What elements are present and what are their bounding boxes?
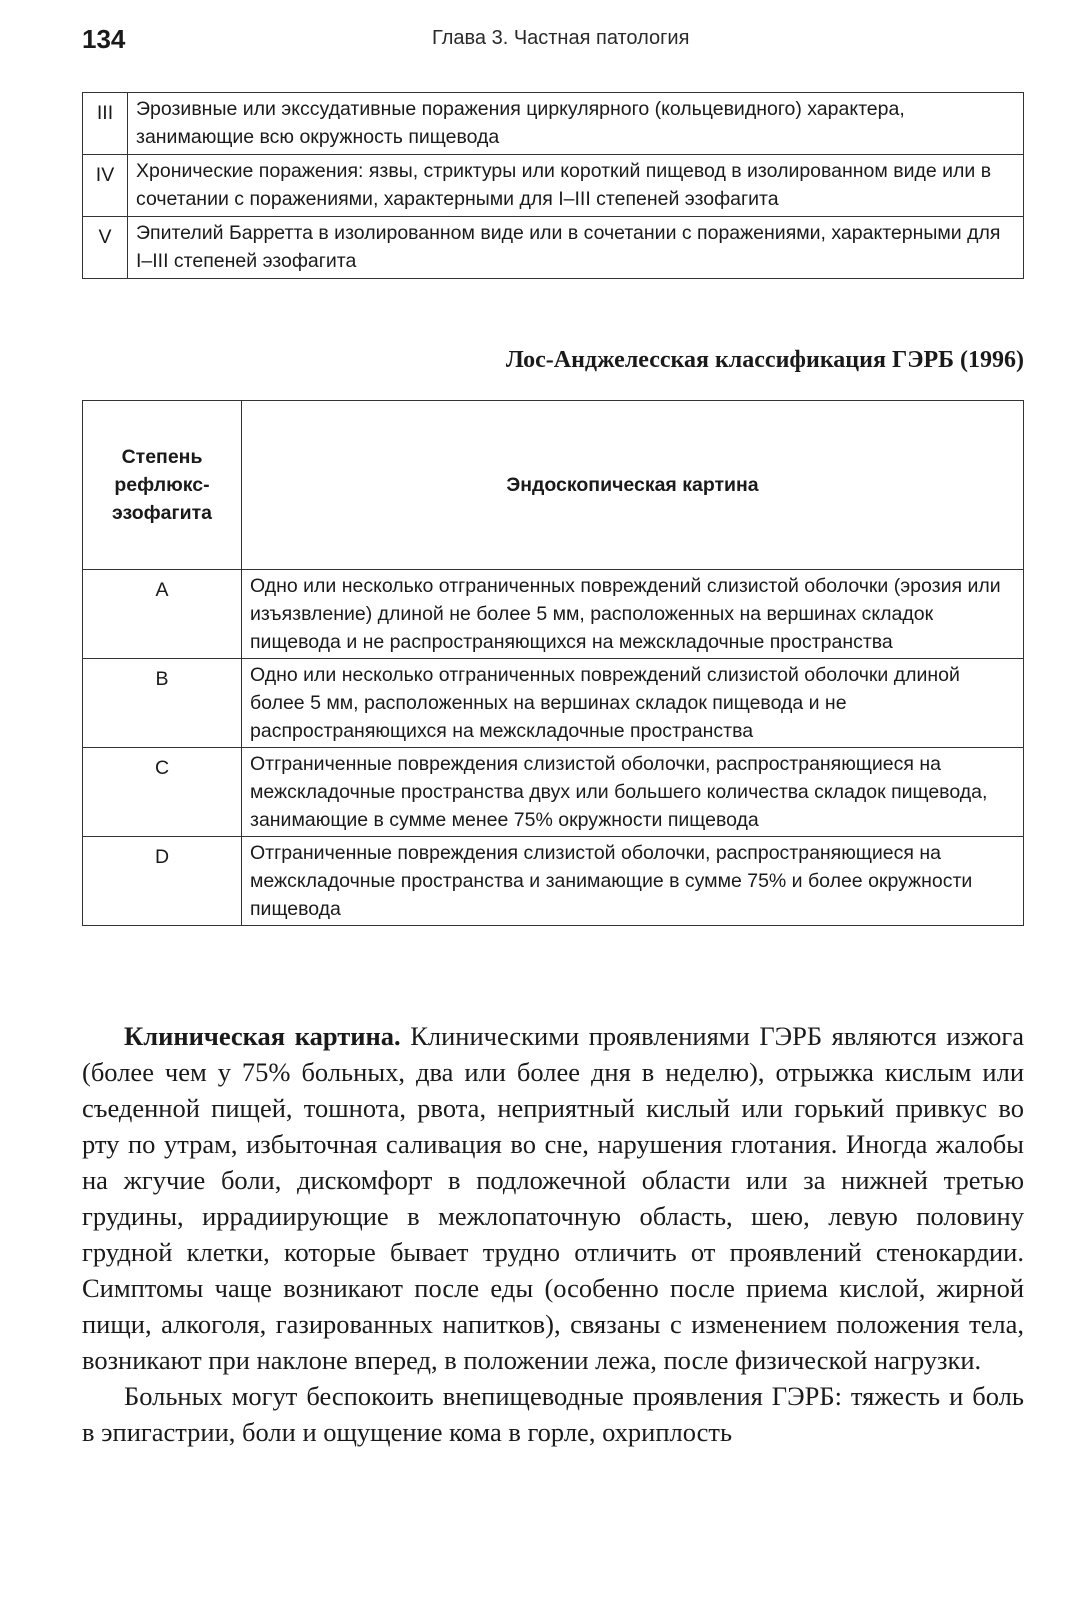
description-cell: Отграниченные повреждения слизистой оболочки, распространяющиеся на межскладочные пространства и занимающие в сумме 75% и более окружности пищевода bbox=[242, 837, 1024, 926]
description-cell: Эрозивные или экссудативные поражения циркулярного (кольцевидного) характера, занимающие всю окружность пищевода bbox=[128, 93, 1024, 155]
page-number: 134 bbox=[82, 24, 126, 54]
header-endoscopic-picture: Эндоскопическая картина bbox=[242, 401, 1024, 570]
table-row bbox=[83, 659, 1024, 748]
description-cell: Отграниченные повреждения слизистой оболочки, распространяющиеся на межскладочные пространства двух или большего количества складок пищевода, занимающие в сумме менее 75% окружности пищевода bbox=[242, 748, 1024, 837]
description-cell: Одно или несколько отграниченных повреждений слизистой оболочки длиной более 5 мм, расположенных на вершинах складок пищевода и не распространяющихся на межскладочные пространства bbox=[242, 659, 1024, 748]
page-header bbox=[82, 24, 1024, 60]
degree-cell: III bbox=[83, 93, 128, 155]
table-row bbox=[83, 837, 1024, 926]
grade-cell: C bbox=[83, 748, 242, 837]
paragraph-lead: Клиническая картина. bbox=[124, 1021, 401, 1051]
description-cell: Хронические поражения: язвы, стриктуры или короткий пищевод в изолированном виде или в сочетании с поражениями, характерными для I–III степеней эзофагита bbox=[128, 155, 1024, 217]
table-row bbox=[83, 93, 1024, 155]
table-row bbox=[83, 570, 1024, 659]
grade-cell: D bbox=[83, 837, 242, 926]
degree-cell: V bbox=[83, 217, 128, 279]
paragraph-text: Больных могут беспокоить внепищеводные проявления ГЭРБ: тяжесть и боль в эпигастрии, боли и ощущение кома в горле, охриплость bbox=[82, 1381, 1024, 1447]
table-header-row bbox=[83, 401, 1024, 570]
header-grade: Степень рефлюкс-эзофагита bbox=[83, 401, 242, 570]
paragraph-text: Клиническими проявлениями ГЭРБ являются изжога (более чем у 75% больных, два или более дня в неделю), отрыжка кислым или съеденной пищей, тошнота, рвота, неприятный кислый или горький привкус во рту по утрам, избыточная саливация во сне, нарушения глотания. Иногда жалобы на жгучие боли, дискомфорт в подложечной области или за нижней третью грудины, иррадиирующие в межлопаточную область, шею, левую половину грудной клетки, которые бывает трудно отличить от проявлений стенокардии. Симптомы чаще возникают после еды (особенно после приема кислой, жирной пищи, алкоголя, газированных напитков), связаны с изменением положения тела, возникают при наклоне вперед, в положении лежа, после физической нагрузки. bbox=[82, 1021, 1024, 1375]
grade-cell: B bbox=[83, 659, 242, 748]
description-cell: Эпителий Барретта в изолированном виде или в сочетании с поражениями, характерными для I–III степеней эзофагита bbox=[128, 217, 1024, 279]
degree-cell: IV bbox=[83, 155, 128, 217]
grade-cell: A bbox=[83, 570, 242, 659]
los-angeles-classification-table bbox=[82, 400, 1024, 926]
table-row bbox=[83, 217, 1024, 279]
paragraph-extraesophageal bbox=[82, 1378, 1024, 1450]
running-title: Глава 3. Частная патология bbox=[432, 27, 690, 49]
table-caption: Лос-Анджелесская классификация ГЭРБ (1996) bbox=[505, 347, 1024, 373]
esophagitis-degrees-table-continued bbox=[82, 92, 1024, 279]
body-text bbox=[82, 1018, 1024, 1450]
table-row bbox=[83, 748, 1024, 837]
description-cell: Одно или несколько отграниченных повреждений слизистой оболочки (эрозия или изъязвление) длиной не более 5 мм, расположенных на вершинах складок пищевода и не распространяющихся на межскладочные пространства bbox=[242, 570, 1024, 659]
paragraph-clinical-picture bbox=[82, 1018, 1024, 1378]
table-row bbox=[83, 155, 1024, 217]
